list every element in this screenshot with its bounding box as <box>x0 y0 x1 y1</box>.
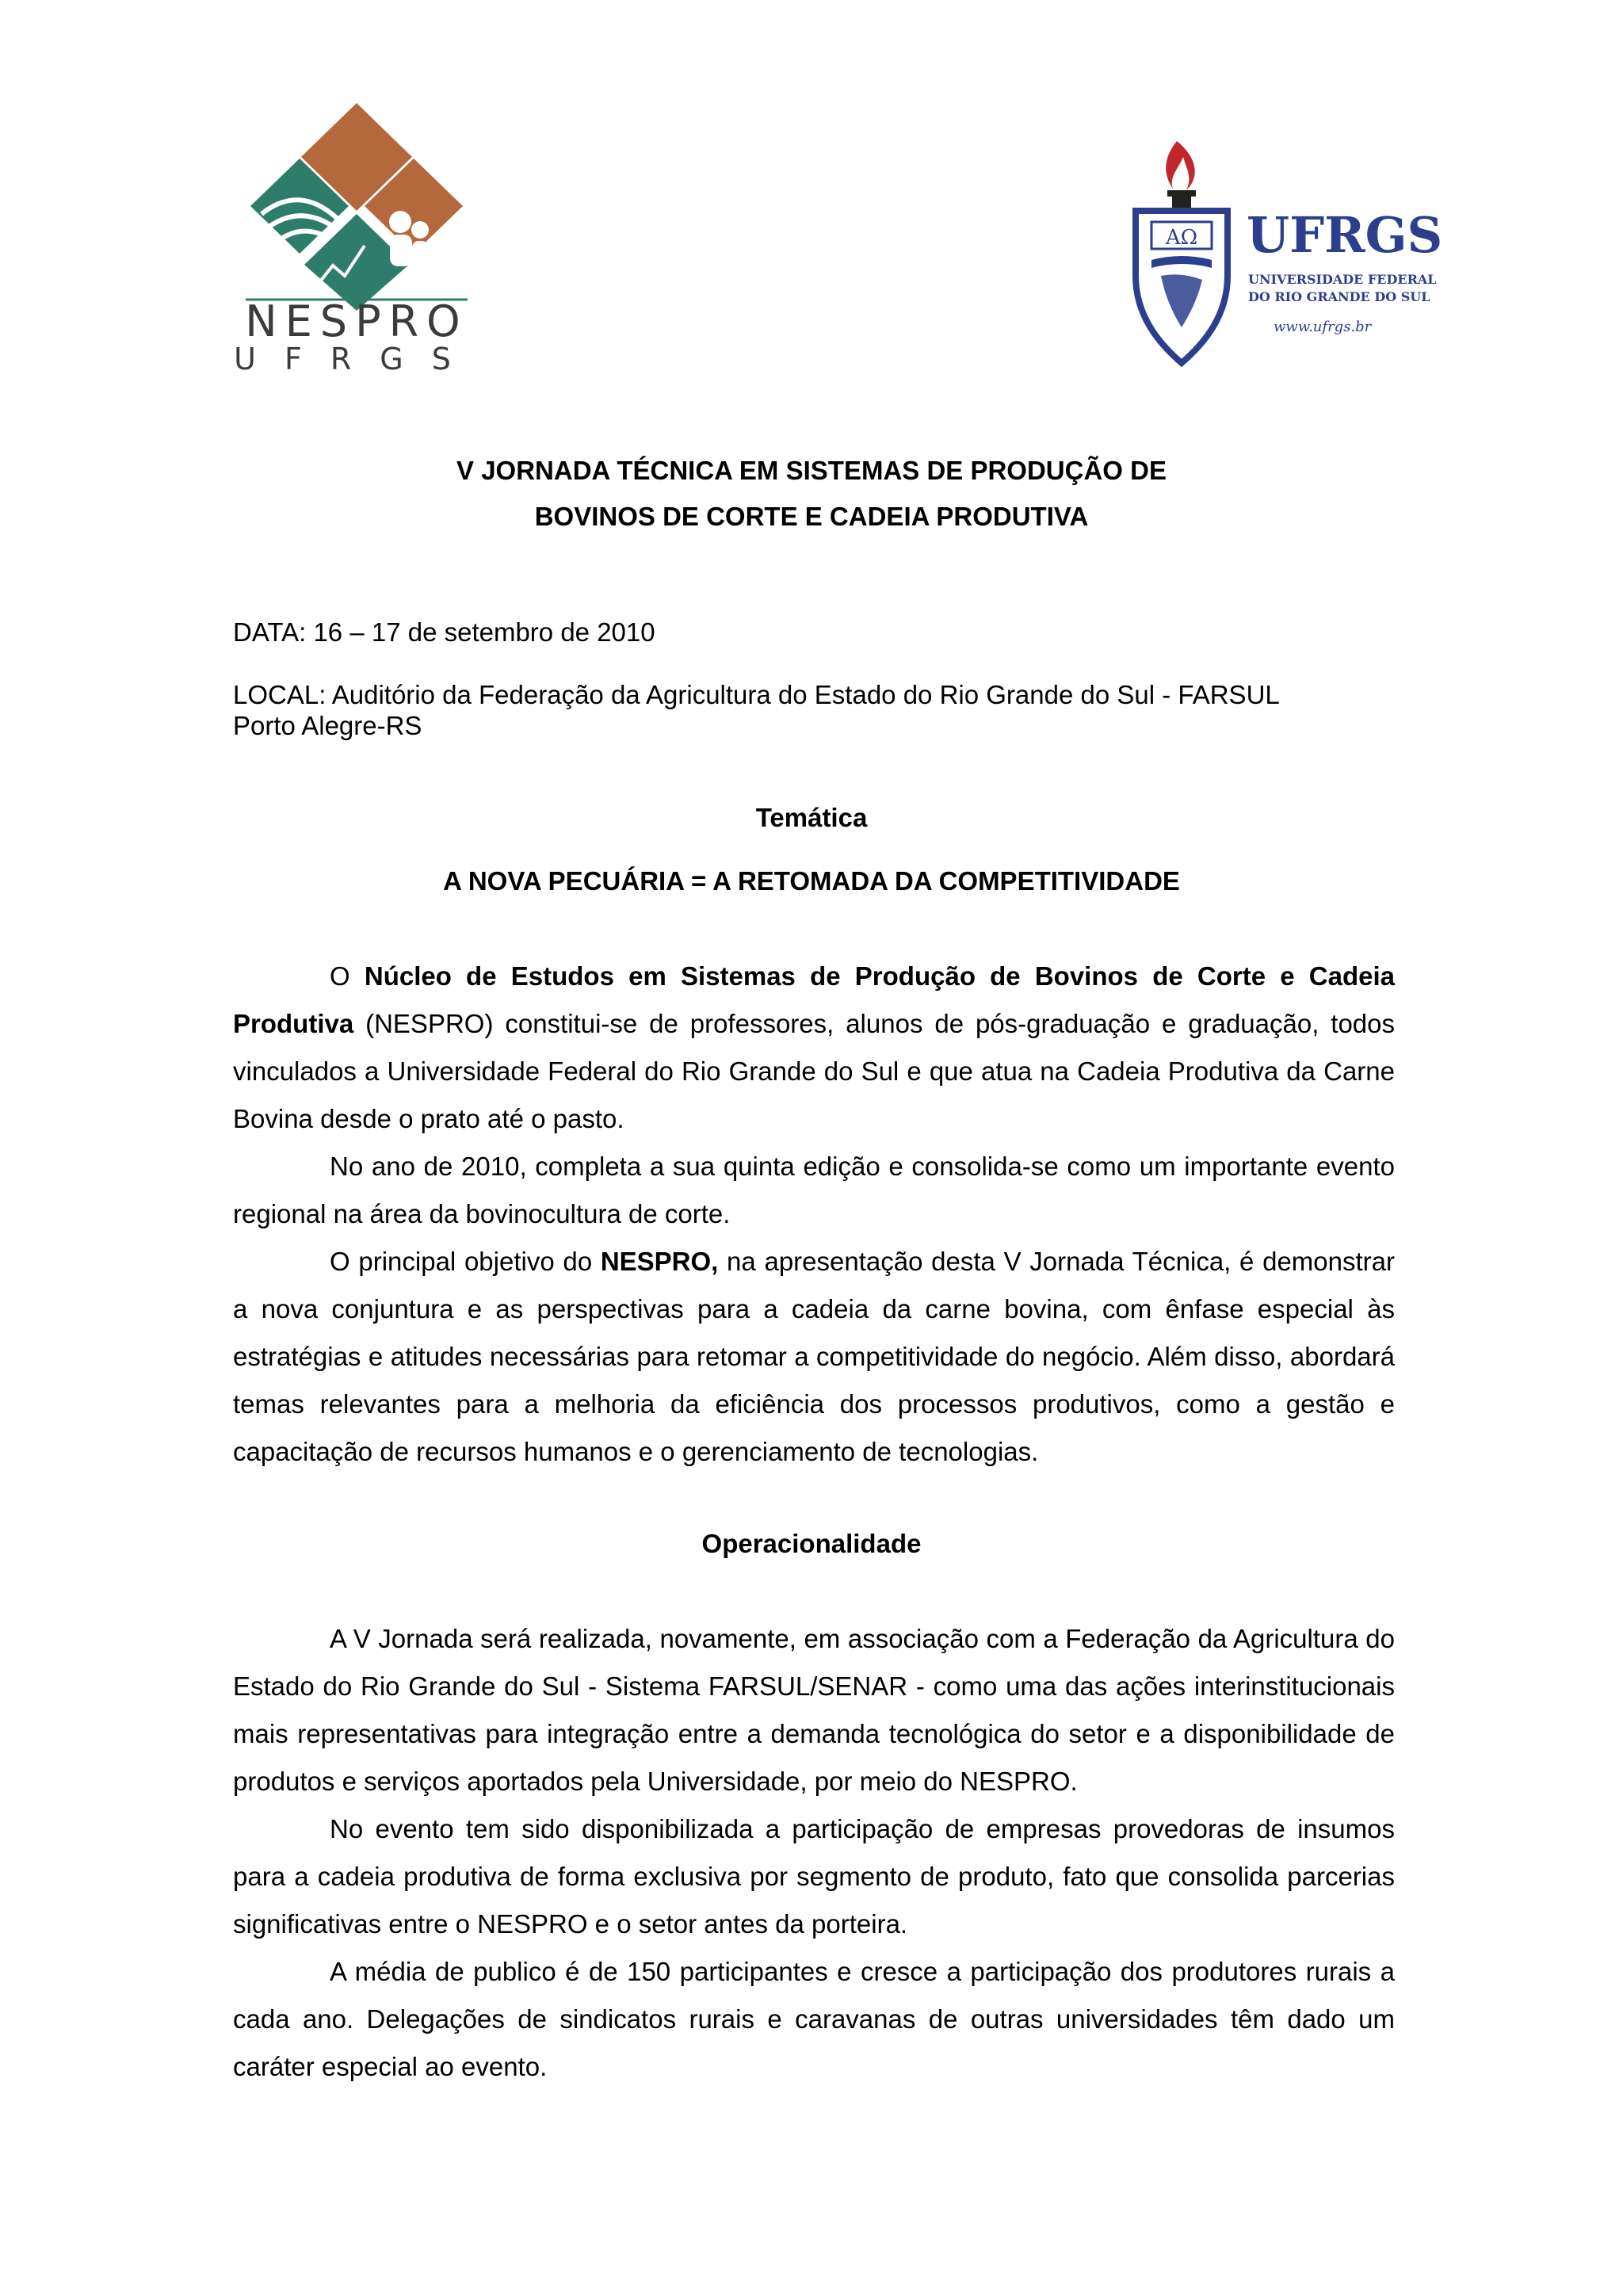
operacionalidade-paragraph-2: No evento tem sido disponibilizada a participação de empresas provedoras de insumos para a cadeia produtiva de forma exclusiva por segmento de produto, fato que consolida parcerias significativas entre o NESPRO e o setor antes da porteira. <box>233 1814 1395 1939</box>
event-date: DATA: 16 – 17 de setembro de 2010 <box>233 617 655 647</box>
ufrgs-logo-url: www.ufrgs.br <box>1274 319 1372 335</box>
ufrgs-logo-line2: DO RIO GRANDE DO SUL <box>1248 289 1430 304</box>
operacionalidade-heading: Operacionalidade <box>701 1529 922 1558</box>
nespro-logo-sub: UFRGS <box>234 342 479 376</box>
event-local-line2: Porto Alegre-RS <box>233 711 422 740</box>
ufrgs-logo-line1: UNIVERSIDADE FEDERAL <box>1248 272 1437 287</box>
document-title-line1: V JORNADA TÉCNICA EM SISTEMAS DE PRODUÇÃO DE <box>456 456 1167 485</box>
operacionalidade-paragraph-3: A média de publico é de 150 participantes e cresce a participação dos produtores rurais a cada ano. Delegações de sindicatos rurais e caravanas de outras universidades têm dado um caráter especial ao evento. <box>233 1957 1395 2081</box>
nespro-logo-name: NESPRO <box>245 296 468 346</box>
tematica-paragraph-1: O Núcleo de Estudos em Sistemas de Produção de Bovinos de Corte e Cadeia Produtiva (NESPRO) constitui-se de professores, alunos de pós-graduação e graduação, todos vinculados a Universidade Federal do Rio Grande do Sul e que atua na Cadeia Produtiva da Carne Bovina desde o prato até o pasto. <box>233 961 1395 1133</box>
tematica-heading: Temática <box>755 803 868 832</box>
nespro-logo <box>230 95 483 376</box>
nespro-diamond-icon <box>249 101 464 311</box>
tematica-paragraph-3: O principal objetivo do NESPRO, na apresentação desta V Jornada Técnica, é demonstrar a nova conjuntura e as perspectivas para a cadeia da carne bovina, com ênfase especial às estratégias e atitudes necessárias para retomar a competitividade do negócio. Além disso, abordará temas relevantes para a melhoria da eficiência dos processos produtivos, como a gestão e capacitação de recursos humanos e o gerenciamento de tecnologias. <box>233 1247 1395 1466</box>
event-local-line1: LOCAL: Auditório da Federação da Agricultura do Estado do Rio Grande do Sul - FARSUL <box>233 680 1280 709</box>
tematica-subtitle: A NOVA PECUÁRIA = A RETOMADA DA COMPETITIVIDADE <box>443 866 1180 896</box>
ufrgs-shield-icon <box>1136 211 1228 363</box>
tematica-paragraph-2: No ano de 2010, completa a sua quinta edição e consolida-se como um importante evento regional na área da bovinocultura de corte. <box>233 1152 1395 1228</box>
operacionalidade-paragraph-1: A V Jornada será realizada, novamente, em associação com a Federação da Agricultura do Estado do Rio Grande do Sul - Sistema FARSUL/SENAR - como uma das ações interinstitucionais mais representativas para integração entre a demanda tecnológica do setor e a disponibilidade de produtos e serviços aportados pela Universidade, por meio do NESPRO. <box>233 1624 1395 1796</box>
ufrgs-logo <box>1129 133 1443 371</box>
ufrgs-logo-name: UFRGS <box>1247 206 1443 264</box>
operacionalidade-body <box>233 1615 1395 2091</box>
document-title-line2: BOVINOS DE CORTE E CADEIA PRODUTIVA <box>534 502 1089 531</box>
torch-icon <box>1166 141 1196 208</box>
shield-letters: AΩ <box>1165 226 1198 250</box>
tematica-body <box>233 953 1395 1476</box>
